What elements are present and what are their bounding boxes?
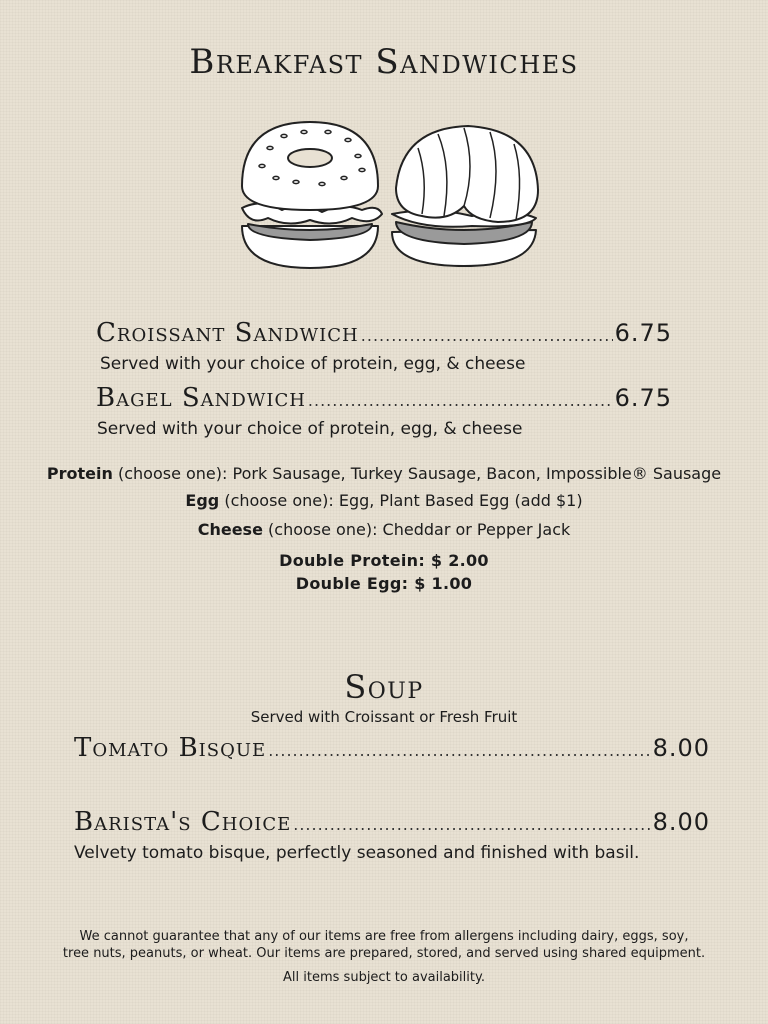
menu-title: Breakfast Sandwiches <box>189 42 579 82</box>
item-price: 6.75 <box>614 384 672 412</box>
protein-options <box>0 464 768 483</box>
menu-item-croissant-sandwich <box>96 318 672 348</box>
dot-leader <box>268 741 650 760</box>
item-name: Barista's Choice <box>74 807 292 837</box>
item-description: Velvety tomato bisque, perfectly seasoned and finished with basil. <box>74 843 640 863</box>
item-price: 8.00 <box>652 808 710 836</box>
egg-options <box>0 491 768 510</box>
menu-item-baristas-choice <box>74 807 710 837</box>
menu-item-bagel-sandwich <box>96 383 672 413</box>
double-protein-price: Double Protein: $ 2.00 <box>279 551 489 570</box>
cheese-label: Cheese <box>197 520 263 539</box>
availability-note: All items subject to availability. <box>283 970 485 985</box>
item-price: 8.00 <box>652 734 710 762</box>
egg-choices: (choose one): Egg, Plant Based Egg (add $1) <box>219 491 583 510</box>
item-description: Served with your choice of protein, egg, & cheese <box>97 419 523 439</box>
allergen-disclaimer-line-1: We cannot guarantee that any of our items are free from allergens including dairy, eggs, soy, <box>79 929 689 944</box>
sandwich-illustration <box>232 118 544 274</box>
allergen-disclaimer-line-2: tree nuts, peanuts, or wheat. Our items are prepared, stored, and served using shared equipment. <box>62 946 706 961</box>
item-description: Served with your choice of protein, egg, & cheese <box>100 354 526 374</box>
double-egg-price: Double Egg: $ 1.00 <box>295 574 473 593</box>
item-name: Croissant Sandwich <box>96 318 359 348</box>
cheese-choices: (choose one): Cheddar or Pepper Jack <box>262 520 571 539</box>
soup-subtitle: Served with Croissant or Fresh Fruit <box>250 708 518 726</box>
menu-item-tomato-bisque <box>74 733 710 763</box>
soup-title: Soup <box>344 668 424 706</box>
dot-leader <box>293 815 650 834</box>
dot-leader <box>308 391 613 410</box>
cheese-options <box>0 520 768 539</box>
dot-leader <box>361 326 613 345</box>
protein-label: Protein <box>46 464 113 483</box>
item-price: 6.75 <box>614 319 672 347</box>
egg-label: Egg <box>185 491 220 510</box>
item-name: Tomato Bisque <box>74 733 267 763</box>
bagel-hole <box>288 149 332 167</box>
protein-choices: (choose one): Pork Sausage, Turkey Sausage, Bacon, Impossible® Sausage <box>112 464 722 483</box>
item-name: Bagel Sandwich <box>96 383 306 413</box>
